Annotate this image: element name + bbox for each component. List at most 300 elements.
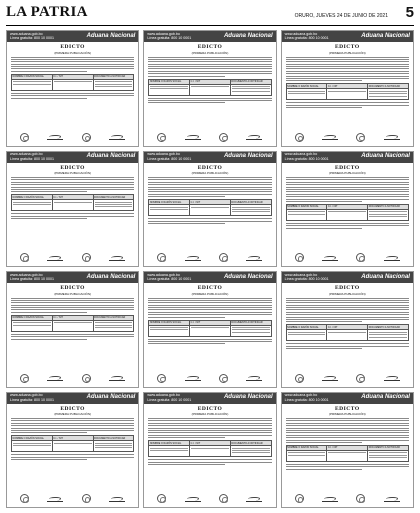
aduana-banner xyxy=(7,393,138,404)
official-seal-icon xyxy=(20,494,29,503)
official-seal-icon xyxy=(157,494,166,503)
notice-title: EDICTO xyxy=(60,164,85,171)
edict-notice xyxy=(143,271,276,388)
table-row xyxy=(12,80,133,90)
table-header-cell: DOCUMENTO A NOTIFICAR xyxy=(94,436,126,440)
signature-icon xyxy=(322,496,338,502)
text-line xyxy=(286,300,409,301)
table-header-cell: C.I. / NIT xyxy=(327,84,368,88)
text-line xyxy=(11,218,87,219)
phone-text: Línea gratuita: 800 10 0001 xyxy=(10,36,54,40)
official-seal-icon xyxy=(157,253,166,262)
text-line xyxy=(148,435,271,436)
table-cell xyxy=(53,80,94,90)
text-line xyxy=(148,418,271,419)
table-header-cell: NOMBRE O RAZÓN SOCIAL xyxy=(287,446,328,450)
closing-text-block xyxy=(11,454,134,460)
notice-subtitle: (PRIMERA PUBLICACIÓN) xyxy=(328,412,366,416)
table-cell xyxy=(53,200,94,210)
table-cell xyxy=(94,441,134,451)
text-line xyxy=(148,314,271,315)
signature-block xyxy=(286,493,409,504)
official-seal-icon xyxy=(82,374,91,383)
table-cell xyxy=(327,89,368,99)
table-cell xyxy=(231,205,271,215)
notification-table xyxy=(148,79,271,96)
text-line xyxy=(11,71,87,72)
aduana-banner xyxy=(144,393,275,404)
aduana-banner xyxy=(282,152,413,163)
text-line xyxy=(286,317,409,318)
notice-title: EDICTO xyxy=(197,285,223,291)
notice-title: EDICTO xyxy=(335,285,360,291)
text-line xyxy=(148,76,224,77)
text-line xyxy=(11,336,134,337)
edict-notice xyxy=(143,392,276,509)
text-line xyxy=(286,64,409,65)
table-cell xyxy=(231,446,271,456)
table-header-cell: C.I. / NIT xyxy=(327,446,368,450)
text-line xyxy=(286,346,409,347)
text-line xyxy=(286,68,409,69)
text-line xyxy=(148,430,271,431)
text-line xyxy=(11,191,87,192)
text-line xyxy=(148,59,271,60)
text-line xyxy=(286,302,409,303)
table-header-cell: DOCUMENTO A NOTIFICAR xyxy=(368,84,400,88)
body-text-block xyxy=(11,57,134,72)
text-line xyxy=(11,61,134,62)
table-row xyxy=(149,85,270,95)
text-line xyxy=(286,194,409,195)
official-seal-icon xyxy=(219,374,228,383)
signature-block xyxy=(286,373,409,384)
table-cell xyxy=(190,205,231,215)
aduana-brand: Aduana Nacional xyxy=(86,273,136,280)
notice-subtitle: (PRIMERA PUBLICACIÓN) xyxy=(328,50,366,55)
signature-block xyxy=(148,132,271,143)
text-line xyxy=(11,430,134,431)
signature-block xyxy=(11,252,134,263)
edict-notice xyxy=(6,30,139,147)
text-line xyxy=(11,179,134,180)
table-header-cell: NOMBRE O RAZÓN SOCIAL xyxy=(287,325,328,329)
phone-text: Línea gratuita: 800 10 0001 xyxy=(147,156,192,161)
text-line xyxy=(286,107,362,108)
text-line xyxy=(148,459,271,460)
body-text-block xyxy=(148,177,271,197)
website-text: www.aduana.gob.bo xyxy=(284,31,318,36)
website-text: www.aduana.gob.bo xyxy=(147,272,180,277)
text-line xyxy=(286,228,362,229)
text-line xyxy=(148,194,271,195)
text-line xyxy=(11,307,134,308)
text-line xyxy=(148,98,271,99)
signature-block xyxy=(148,493,271,504)
signature-block xyxy=(148,252,271,263)
official-seal-icon xyxy=(20,133,29,142)
signature-icon xyxy=(322,255,338,261)
text-line xyxy=(11,66,134,67)
notice-subtitle: (PRIMERA PUBLICACIÓN) xyxy=(328,171,366,175)
text-line xyxy=(286,432,409,433)
table-row xyxy=(287,210,408,220)
text-line xyxy=(148,187,271,188)
notice-title: EDICTO xyxy=(335,405,360,412)
text-line xyxy=(148,425,271,426)
closing-text-block xyxy=(148,459,271,465)
text-line xyxy=(148,196,224,197)
closing-text-block xyxy=(286,223,409,229)
table-row xyxy=(149,326,270,336)
text-line xyxy=(286,102,409,103)
text-line xyxy=(11,95,134,96)
official-seal-icon xyxy=(356,494,365,503)
text-line xyxy=(286,187,409,188)
phone-text: Línea gratuita: 800 10 0001 xyxy=(10,397,54,402)
body-text-block xyxy=(11,177,134,192)
signature-icon xyxy=(47,496,63,502)
notification-table xyxy=(286,324,409,341)
text-line xyxy=(286,348,362,349)
closing-text-block xyxy=(11,334,134,340)
text-line xyxy=(11,339,87,340)
aduana-brand: Aduana Nacional xyxy=(361,394,410,400)
text-line xyxy=(11,425,134,426)
edict-notice xyxy=(143,30,276,147)
text-line xyxy=(148,307,271,308)
text-line xyxy=(148,300,271,301)
table-cell xyxy=(190,446,231,456)
signature-block xyxy=(11,132,134,143)
text-line xyxy=(148,298,271,299)
table-cell xyxy=(190,85,231,95)
text-line xyxy=(11,418,134,419)
notification-table xyxy=(286,204,409,221)
text-line xyxy=(286,66,409,67)
signature-icon xyxy=(246,134,262,140)
text-line xyxy=(11,68,134,69)
aduana-banner xyxy=(144,152,275,163)
text-line xyxy=(148,428,271,429)
table-cell xyxy=(327,330,368,340)
notice-subtitle: (PRIMERA PUBLICACIÓN) xyxy=(191,412,229,416)
text-line xyxy=(286,423,409,424)
text-line xyxy=(286,428,409,429)
text-line xyxy=(286,442,362,443)
text-line xyxy=(286,199,409,200)
text-line xyxy=(148,423,271,424)
signature-icon xyxy=(109,134,125,140)
text-line xyxy=(286,196,409,197)
table-header-cell: NOMBRE O RAZÓN SOCIAL xyxy=(12,436,53,440)
website-text: www.aduana.gob.bo xyxy=(284,393,318,397)
table-row xyxy=(287,89,408,99)
text-line xyxy=(286,309,409,310)
table-cell xyxy=(12,200,53,210)
table-cell xyxy=(231,85,271,95)
notice-title: EDICTO xyxy=(60,285,85,291)
table-cell xyxy=(231,326,271,336)
text-line xyxy=(148,71,271,72)
text-line xyxy=(286,418,409,419)
text-line xyxy=(148,66,271,67)
body-text-block xyxy=(148,298,271,318)
edict-notice xyxy=(143,151,276,268)
aduana-brand: Aduana Nacional xyxy=(223,273,273,280)
aduana-brand: Aduana Nacional xyxy=(223,153,273,159)
signature-icon xyxy=(185,496,201,502)
signature-block xyxy=(11,493,134,504)
text-line xyxy=(11,64,134,65)
table-header-cell: NOMBRE O RAZÓN SOCIAL xyxy=(12,316,53,320)
website-text: www.aduana.gob.bo xyxy=(10,272,43,277)
text-line xyxy=(286,177,409,178)
aduana-brand: Aduana Nacional xyxy=(361,273,410,280)
table-header-cell: DOCUMENTO A NOTIFICAR xyxy=(94,75,126,79)
text-line xyxy=(11,309,134,310)
official-seal-icon xyxy=(82,494,91,503)
official-seal-icon xyxy=(82,253,91,262)
text-line xyxy=(286,314,409,315)
body-text-block xyxy=(148,418,271,438)
table-cell xyxy=(149,85,190,95)
edict-notice xyxy=(281,30,414,147)
official-seal-icon xyxy=(82,133,91,142)
text-line xyxy=(286,80,362,81)
text-line xyxy=(148,305,271,306)
notification-table xyxy=(11,435,134,452)
text-line xyxy=(11,334,134,335)
signature-icon xyxy=(109,255,125,261)
notice-subtitle: (PRIMERA PUBLICACIÓN) xyxy=(328,291,366,296)
aduana-banner xyxy=(144,272,275,283)
text-line xyxy=(286,440,409,441)
notice-title: EDICTO xyxy=(60,405,85,412)
table-cell xyxy=(94,200,134,210)
phone-text: Línea gratuita: 800 10 0001 xyxy=(147,397,192,402)
notification-table xyxy=(286,83,409,100)
text-line xyxy=(148,184,271,185)
text-line xyxy=(148,68,271,69)
text-line xyxy=(11,93,134,94)
body-text-block xyxy=(286,57,409,82)
notice-subtitle: (PRIMERA PUBLICACIÓN) xyxy=(191,171,229,175)
website-text: www.aduana.gob.bo xyxy=(10,31,43,36)
closing-text-block xyxy=(286,343,409,349)
table-header-cell: DOCUMENTO A NOTIFICAR xyxy=(231,80,263,84)
phone-text: Línea gratuita: 800 10 0001 xyxy=(10,156,54,161)
page-number: 5 xyxy=(405,4,414,21)
text-line xyxy=(286,307,409,308)
signature-icon xyxy=(185,255,201,261)
table-header-cell: NOMBRE O RAZÓN SOCIAL xyxy=(149,200,190,204)
table-header-cell: C.I. / NIT xyxy=(190,200,231,204)
text-line xyxy=(286,312,409,313)
text-line xyxy=(286,420,409,421)
dateline: ORURO, JUEVES 24 DE JUNIO DE 2021 xyxy=(294,13,388,19)
signature-icon xyxy=(384,375,400,381)
text-line xyxy=(11,312,87,313)
text-line xyxy=(11,420,134,421)
table-cell xyxy=(368,330,408,340)
text-line xyxy=(148,218,271,219)
text-line xyxy=(148,182,271,183)
table-cell xyxy=(327,210,368,220)
text-line xyxy=(148,73,271,74)
notice-title: EDICTO xyxy=(335,44,360,50)
text-line xyxy=(11,59,134,60)
aduana-banner xyxy=(282,272,413,283)
text-line xyxy=(148,57,271,58)
official-seal-icon xyxy=(295,374,304,383)
text-line xyxy=(148,309,271,310)
table-header-cell: NOMBRE O RAZÓN SOCIAL xyxy=(12,195,53,199)
text-line xyxy=(11,177,134,178)
table-row xyxy=(12,321,133,331)
text-line xyxy=(11,432,87,433)
notification-table xyxy=(148,320,271,337)
text-line xyxy=(286,430,409,431)
text-line xyxy=(148,100,271,101)
notification-table xyxy=(11,74,134,91)
official-seal-icon xyxy=(219,494,228,503)
website-text: www.aduana.gob.bo xyxy=(284,152,318,156)
table-cell xyxy=(327,451,368,461)
table-header-cell: C.I. / NIT xyxy=(53,75,94,79)
signature-block xyxy=(286,252,409,263)
aduana-banner xyxy=(282,393,413,404)
table-cell xyxy=(287,210,328,220)
text-line xyxy=(148,177,271,178)
signature-block xyxy=(11,373,134,384)
text-line xyxy=(286,201,362,202)
table-cell xyxy=(287,451,328,461)
table-header-cell: C.I. / NIT xyxy=(53,195,94,199)
signature-icon xyxy=(384,255,400,261)
text-line xyxy=(11,300,134,301)
official-seal-icon xyxy=(295,253,304,262)
notice-title: EDICTO xyxy=(335,164,360,171)
text-line xyxy=(148,64,271,65)
website-text: www.aduana.gob.bo xyxy=(10,152,43,156)
table-header-cell: C.I. / NIT xyxy=(190,321,231,325)
text-line xyxy=(286,182,409,183)
official-seal-icon xyxy=(20,374,29,383)
body-text-block xyxy=(11,298,134,313)
signature-icon xyxy=(109,375,125,381)
closing-text-block xyxy=(11,213,134,219)
official-seal-icon xyxy=(157,133,166,142)
text-line xyxy=(286,435,409,436)
phone-text: Línea gratuita: 800 10 0001 xyxy=(284,156,329,161)
text-line xyxy=(286,78,409,79)
text-line xyxy=(11,189,134,190)
notice-title: EDICTO xyxy=(60,44,85,50)
notice-subtitle: (PRIMERA PUBLICACIÓN) xyxy=(54,171,91,175)
newspaper-logo: LA PATRIA xyxy=(6,4,88,20)
notice-subtitle: (PRIMERA PUBLICACIÓN) xyxy=(54,50,91,55)
text-line xyxy=(148,223,224,224)
text-line xyxy=(286,464,409,465)
notification-table xyxy=(11,315,134,332)
edict-notice xyxy=(6,392,139,509)
text-line xyxy=(286,223,409,224)
table-header-cell: DOCUMENTO A NOTIFICAR xyxy=(231,200,263,204)
notice-subtitle: (PRIMERA PUBLICACIÓN) xyxy=(54,412,91,416)
signature-icon xyxy=(109,496,125,502)
text-line xyxy=(11,216,134,217)
text-line xyxy=(286,59,409,60)
phone-text: Línea gratuita: 800 10 0001 xyxy=(147,277,192,281)
table-row xyxy=(287,451,408,461)
table-header-cell: DOCUMENTO A NOTIFICAR xyxy=(368,446,400,450)
text-line xyxy=(286,179,409,180)
text-line xyxy=(11,98,87,99)
closing-text-block xyxy=(148,218,271,224)
text-line xyxy=(286,105,409,106)
table-row xyxy=(287,330,408,340)
table-header-cell: C.I. / NIT xyxy=(190,80,231,84)
website-text: www.aduana.gob.bo xyxy=(147,31,180,36)
body-text-block xyxy=(11,418,134,433)
official-seal-icon xyxy=(219,253,228,262)
table-header-cell: C.I. / NIT xyxy=(53,316,94,320)
table-header-cell: NOMBRE O RAZÓN SOCIAL xyxy=(149,441,190,445)
notification-table xyxy=(11,194,134,211)
signature-icon xyxy=(322,375,338,381)
official-seal-icon xyxy=(157,374,166,383)
notices-grid xyxy=(6,30,414,508)
body-text-block xyxy=(286,177,409,202)
text-line xyxy=(148,464,224,465)
table-cell xyxy=(368,451,408,461)
official-seal-icon xyxy=(356,374,365,383)
signature-icon xyxy=(185,375,201,381)
text-line xyxy=(11,302,134,303)
body-text-block xyxy=(148,57,271,77)
text-line xyxy=(286,57,409,58)
edict-notice xyxy=(281,151,414,268)
official-seal-icon xyxy=(295,133,304,142)
table-row xyxy=(12,200,133,210)
official-seal-icon xyxy=(295,494,304,503)
text-line xyxy=(148,437,224,438)
website-text: www.aduana.gob.bo xyxy=(147,152,180,156)
notification-table xyxy=(148,199,271,216)
closing-text-block xyxy=(11,93,134,99)
table-header-cell: DOCUMENTO A NOTIFICAR xyxy=(231,321,263,325)
table-cell xyxy=(12,80,53,90)
text-line xyxy=(148,189,271,190)
text-line xyxy=(148,221,271,222)
text-line xyxy=(148,343,224,344)
table-header-cell: C.I. / NIT xyxy=(190,441,231,445)
signature-icon xyxy=(322,134,338,140)
text-line xyxy=(286,189,409,190)
text-line xyxy=(148,61,271,62)
website-text: www.aduana.gob.bo xyxy=(10,393,43,397)
text-line xyxy=(148,102,224,103)
table-cell xyxy=(12,441,53,451)
text-line xyxy=(148,432,271,433)
table-cell xyxy=(287,89,328,99)
table-header-cell: NOMBRE O RAZÓN SOCIAL xyxy=(149,321,190,325)
text-line xyxy=(148,302,271,303)
text-line xyxy=(11,457,134,458)
text-line xyxy=(286,437,409,438)
aduana-brand: Aduana Nacional xyxy=(361,153,410,159)
